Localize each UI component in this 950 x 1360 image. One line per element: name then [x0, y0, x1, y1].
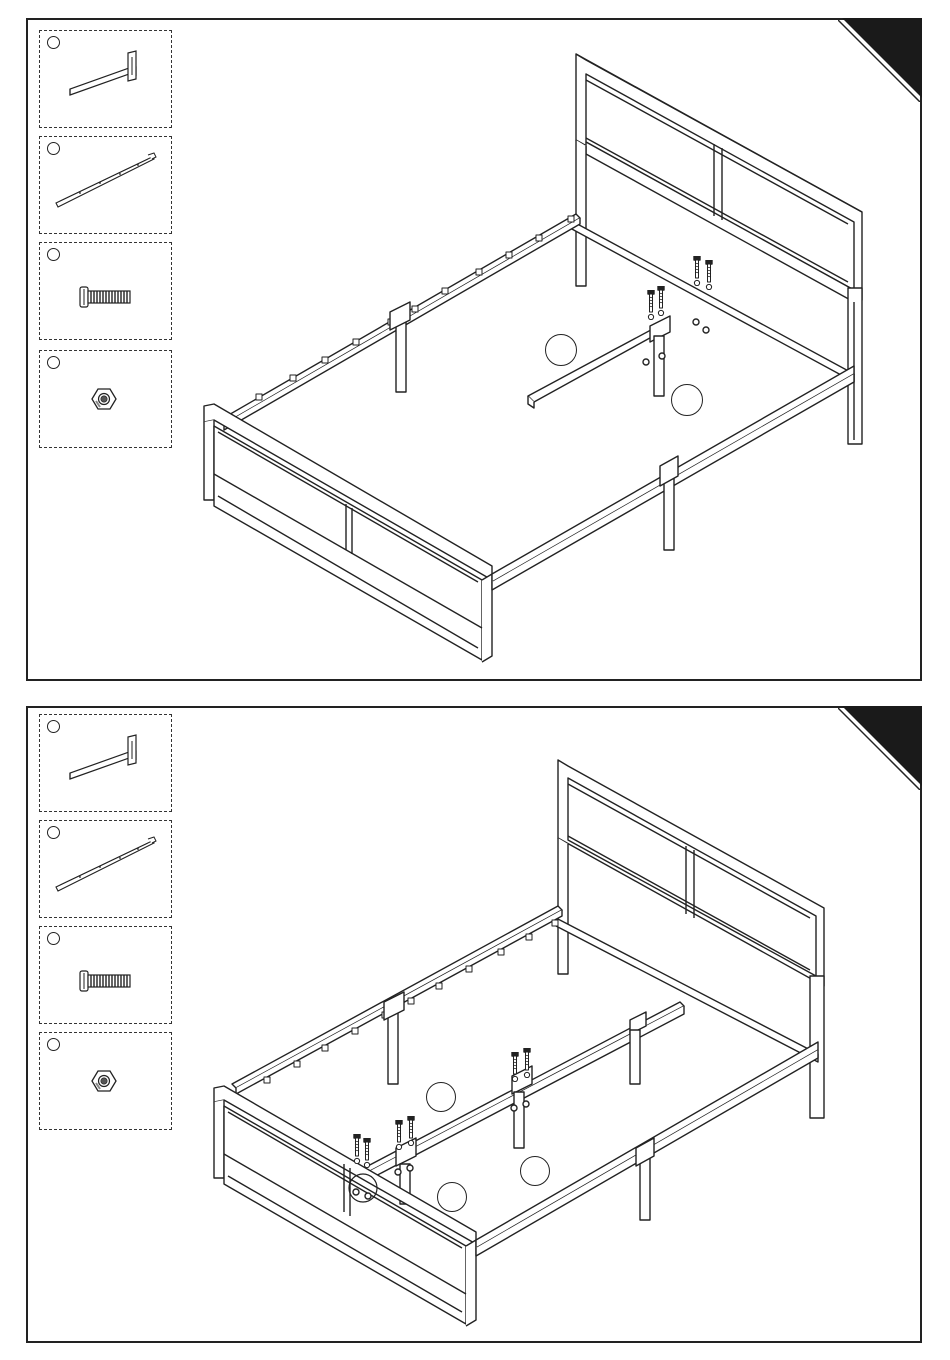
- side-rail-leg: [664, 476, 674, 550]
- callout-circle: [437, 1182, 467, 1212]
- assembly-step-panel: [26, 18, 922, 681]
- callout-circle: [545, 334, 577, 366]
- side-rail-leg: [396, 316, 406, 392]
- center-leg: [630, 1030, 640, 1084]
- footboard: [204, 404, 492, 662]
- side-rail-leg: [388, 1008, 398, 1084]
- center-leg: [654, 336, 664, 396]
- bed-frame-drawing-step-b: [28, 708, 920, 1341]
- assembly-step-panel: [26, 706, 922, 1343]
- callout-circle: [520, 1156, 550, 1186]
- side-rail-leg: [640, 1158, 650, 1220]
- footboard: [214, 1086, 476, 1326]
- bed-frame-drawing-step-a: [28, 20, 920, 679]
- callout-circle: [426, 1082, 456, 1112]
- callout-circle: [671, 384, 703, 416]
- center-leg: [514, 1092, 524, 1148]
